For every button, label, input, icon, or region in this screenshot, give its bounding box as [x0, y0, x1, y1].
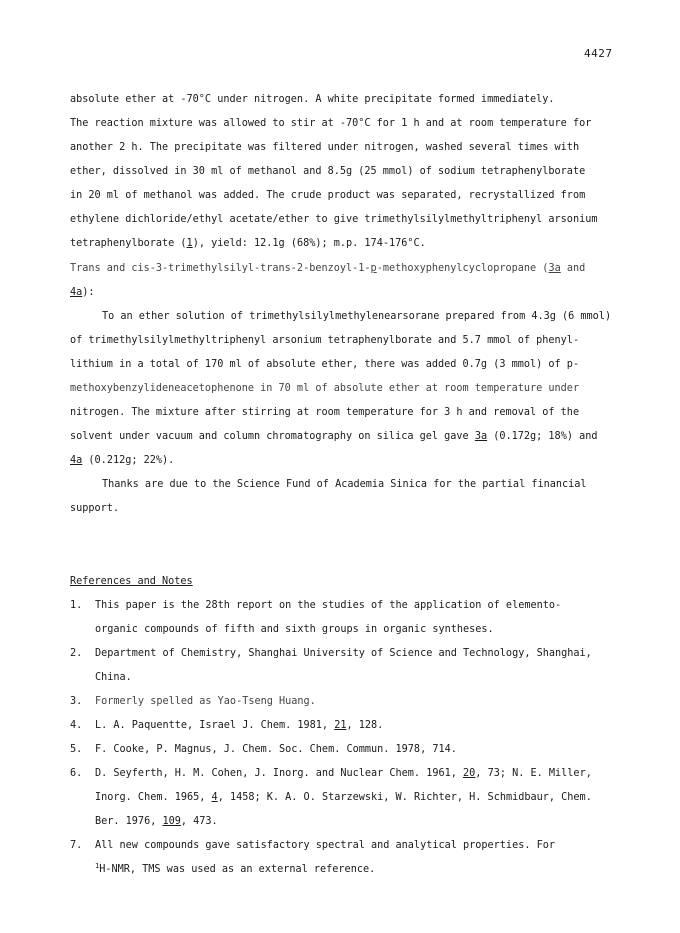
- references-heading: References and Notes: [70, 576, 193, 587]
- paragraph-line: absolute ether at -70°C under nitrogen. A white precipitate formed immediately.: [70, 94, 555, 105]
- page-number: 4427: [584, 47, 613, 60]
- paragraph-line: in 20 ml of methanol was added. The crude product was separated, recrystallized from: [70, 190, 586, 201]
- text: and: [560, 263, 586, 274]
- text: Trans and cis-3-trimethylsilyl-trans-2-benzoyl-1-: [70, 263, 371, 274]
- compound-number: 3a: [548, 263, 561, 274]
- text: (0.172g; 18%) and: [487, 431, 598, 442]
- text: (0.212g; 22%).: [82, 455, 175, 466]
- compound-number: 3a: [474, 431, 488, 442]
- reference-number: 3.: [70, 696, 83, 707]
- reference-text: [95, 815, 218, 828]
- section-heading: [70, 262, 585, 275]
- text: , 473.: [180, 816, 218, 827]
- text: H-NMR, TMS was used as an external reference.: [99, 864, 376, 875]
- reference-text: [95, 767, 592, 780]
- reference-number: 2.: [70, 648, 83, 659]
- paragraph-line: ethylene dichloride/ethyl acetate/ether to give trimethylsilylmethyltriphenyl arsonium: [70, 214, 598, 225]
- reference-text: F. Cooke, P. Magnus, J. Chem. Soc. Chem. Commun. 1978, 714.: [95, 744, 457, 755]
- paragraph-line: [70, 430, 598, 443]
- acknowledgement-line: support.: [70, 503, 120, 514]
- text: p: [370, 263, 377, 274]
- reference-text: organic compounds of fifth and sixth groups in organic syntheses.: [95, 624, 494, 635]
- reference-text: All new compounds gave satisfactory spectral and analytical properties. For: [95, 840, 556, 851]
- reference-text: This paper is the 28th report on the studies of the application of elemento-: [95, 600, 562, 611]
- paragraph-line: methoxybenzylideneacetophenone in 70 ml of absolute ether at room temperature under: [70, 383, 580, 394]
- paragraph-line: of trimethylsilylmethyltriphenyl arsonium tetraphenylborate and 5.7 mmol of phenyl-: [70, 335, 580, 346]
- text: solvent under vacuum and column chromatography on silica gel gave: [70, 431, 475, 442]
- paragraph-line: The reaction mixture was allowed to stir at -70°C for 1 h and at room temperature for: [70, 118, 592, 129]
- volume-number: 21: [334, 720, 347, 731]
- text: ), yield: 12.1g (68%); m.p. 174-176°C.: [192, 238, 426, 249]
- reference-text: [95, 863, 375, 876]
- reference-text: [95, 791, 592, 804]
- compound-number: 1: [186, 238, 193, 249]
- superscript: 1: [95, 862, 100, 870]
- paragraph-line: [70, 454, 174, 467]
- acknowledgement-line: Thanks are due to the Science Fund of Academia Sinica for the partial financial: [102, 479, 587, 490]
- reference-number: 6.: [70, 768, 83, 779]
- text: -methoxyphenylcyclopropane (: [376, 263, 549, 274]
- reference-text: China.: [95, 672, 132, 683]
- reference-number: 7.: [70, 840, 83, 851]
- volume-number: 109: [162, 816, 181, 827]
- paragraph-line: another 2 h. The precipitate was filtered under nitrogen, washed several times with: [70, 142, 580, 153]
- reference-text: [95, 719, 383, 732]
- reference-number: 4.: [70, 720, 83, 731]
- text: , 73; N. E. Miller,: [475, 768, 592, 779]
- compound-number: 4a: [70, 455, 83, 466]
- paragraph-line: ether, dissolved in 30 ml of methanol and 8.5g (25 mmol) of sodium tetraphenylborate: [70, 166, 586, 177]
- text: ):: [82, 287, 95, 298]
- reference-text: Department of Chemistry, Shanghai University of Science and Technology, Shanghai,: [95, 648, 592, 659]
- text: tetraphenylborate (: [70, 238, 187, 249]
- volume-number: 4: [211, 792, 218, 803]
- text: Ber. 1976,: [95, 816, 163, 827]
- text: L. A. Paquentte, Israel J. Chem. 1981,: [95, 720, 335, 731]
- paragraph-line: nitrogen. The mixture after stirring at room temperature for 3 h and removal of the: [70, 407, 580, 418]
- volume-number: 20: [463, 768, 476, 779]
- reference-text: Formerly spelled as Yao-Tseng Huang.: [95, 696, 316, 707]
- text: , 1458; K. A. O. Starzewski, W. Richter, H. Schmidbaur, Chem.: [217, 792, 592, 803]
- section-heading: [70, 286, 95, 299]
- reference-number: 1.: [70, 600, 83, 611]
- text: , 128.: [346, 720, 384, 731]
- text: D. Seyferth, H. M. Cohen, J. Inorg. and Nuclear Chem. 1961,: [95, 768, 464, 779]
- reference-number: 5.: [70, 744, 83, 755]
- paragraph-line: To an ether solution of trimethylsilylmethylenearsorane prepared from 4.3g (6 mmol): [102, 311, 612, 322]
- text: Inorg. Chem. 1965,: [95, 792, 212, 803]
- paragraph-line: [70, 237, 426, 250]
- paragraph-line: lithium in a total of 170 ml of absolute ether, there was added 0.7g (3 mmol) of p-: [70, 359, 580, 370]
- compound-number: 4a: [70, 287, 83, 298]
